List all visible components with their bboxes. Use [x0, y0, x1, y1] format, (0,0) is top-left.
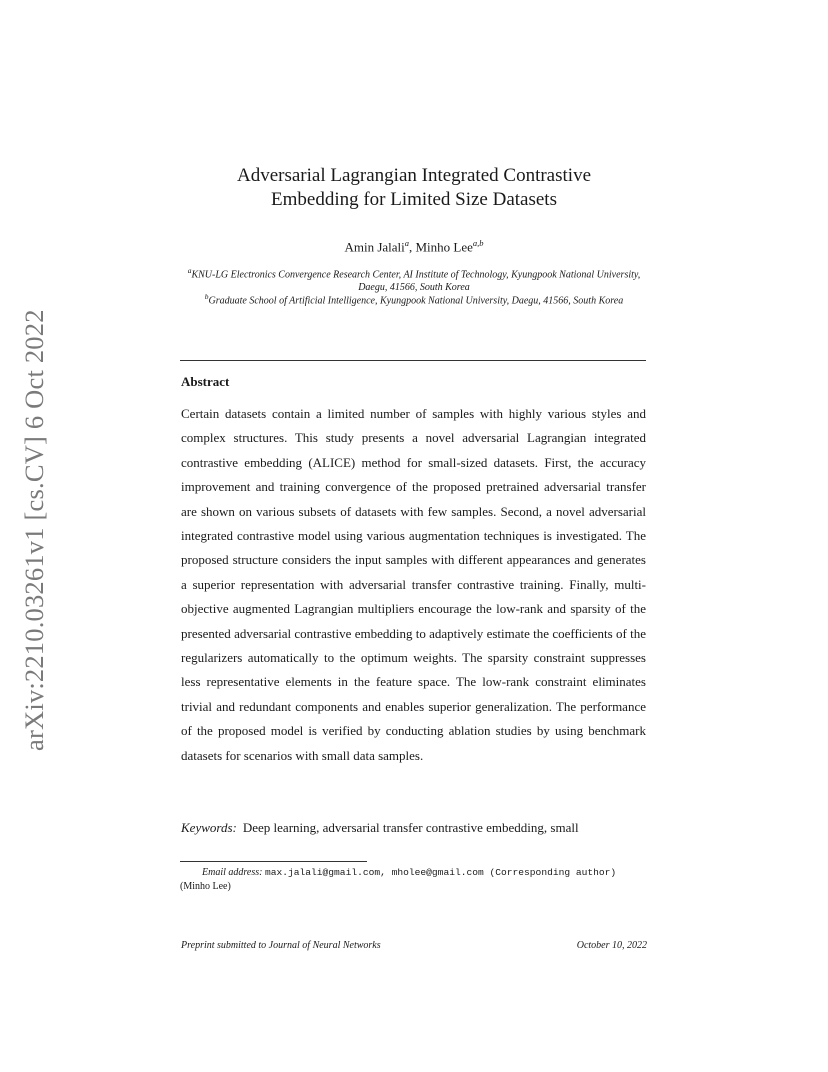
abstract-body: Certain datasets contain a limited number of samples with highly various styles and complex structures. This study presents a novel adversarial Lagrangian integrated contrastive embedding (ALICE) method for small-sized datasets. First, the accuracy improvement and training convergence of the proposed pretrained adversarial transfer are shown on various subsets of datasets with few samples. Second, a novel adversarial integrated contrastive model using various augmentation techniques is investigated. The proposed structure considers the input samples with different appearances and generates a superior representation with adversarial transfer contrastive training. Finally, multi-objective augmented Lagrangian multipliers encourage the low-rank and sparsity of the presented adversarial contrastive embedding to adaptively estimate the coefficients of the regularizers automatically to the optimum weights. The sparsity constraint suppresses less representative elements in the feature space. The low-rank constraint eliminates trivial and redundant components and enables superior generalization. The performance of the proposed model is verified by conducting ablation studies by using benchmark datasets for scenarios with small data samples. — [181, 406, 646, 763]
footnote-rule — [180, 861, 367, 862]
footnote-email-label: Email address: — [202, 867, 263, 878]
keywords-line — [181, 818, 646, 838]
author-list — [180, 235, 648, 255]
paper-title-line-1: Adversarial Lagrangian Integrated Contrastive — [237, 165, 591, 186]
author-affiliation-mark: a,b — [472, 238, 484, 248]
footnote — [180, 866, 646, 894]
keywords-text: Deep learning, adversarial transfer contrastive embedding, small — [242, 820, 579, 835]
keywords-label: Keywords: — [181, 820, 237, 835]
arxiv-identifier-text: arXiv:2210.03261v1 [cs.CV] 6 Oct 2022 — [19, 309, 49, 751]
paper-title — [160, 164, 668, 212]
author-affiliation-mark: a — [404, 238, 409, 248]
affiliation-mark: a — [187, 266, 192, 275]
preprint-notice: Preprint submitted to Journal of Neural Networks — [181, 940, 381, 951]
affiliation-text: Graduate School of Artificial Intelligence, Kyungpook National University, Daegu, 41566, South Korea — [208, 295, 624, 307]
paper-title-line-2: Embedding for Limited Size Datasets — [271, 189, 557, 210]
author-name: Amin Jalali — [344, 239, 405, 255]
preprint-date: October 10, 2022 — [576, 940, 647, 951]
author-name: Minho Lee — [415, 239, 473, 255]
author-separator: , — [409, 239, 416, 255]
footnote-author-name: (Minho Lee) — [180, 881, 231, 892]
abstract-top-rule — [180, 360, 646, 361]
affiliation-b — [180, 290, 648, 307]
abstract-heading: Abstract — [181, 374, 230, 389]
affiliation-mark: b — [204, 292, 209, 301]
footnote-emails: max.jalali@gmail.com, mholee@gmail.com (Corresponding author) — [264, 867, 617, 878]
affiliation-text: KNU-LG Electronics Convergence Research Center, AI Institute of Technology, Kyungpook National University, Daegu, 41566, South Korea — [191, 269, 641, 294]
arxiv-identifier-stamp — [14, 296, 54, 751]
